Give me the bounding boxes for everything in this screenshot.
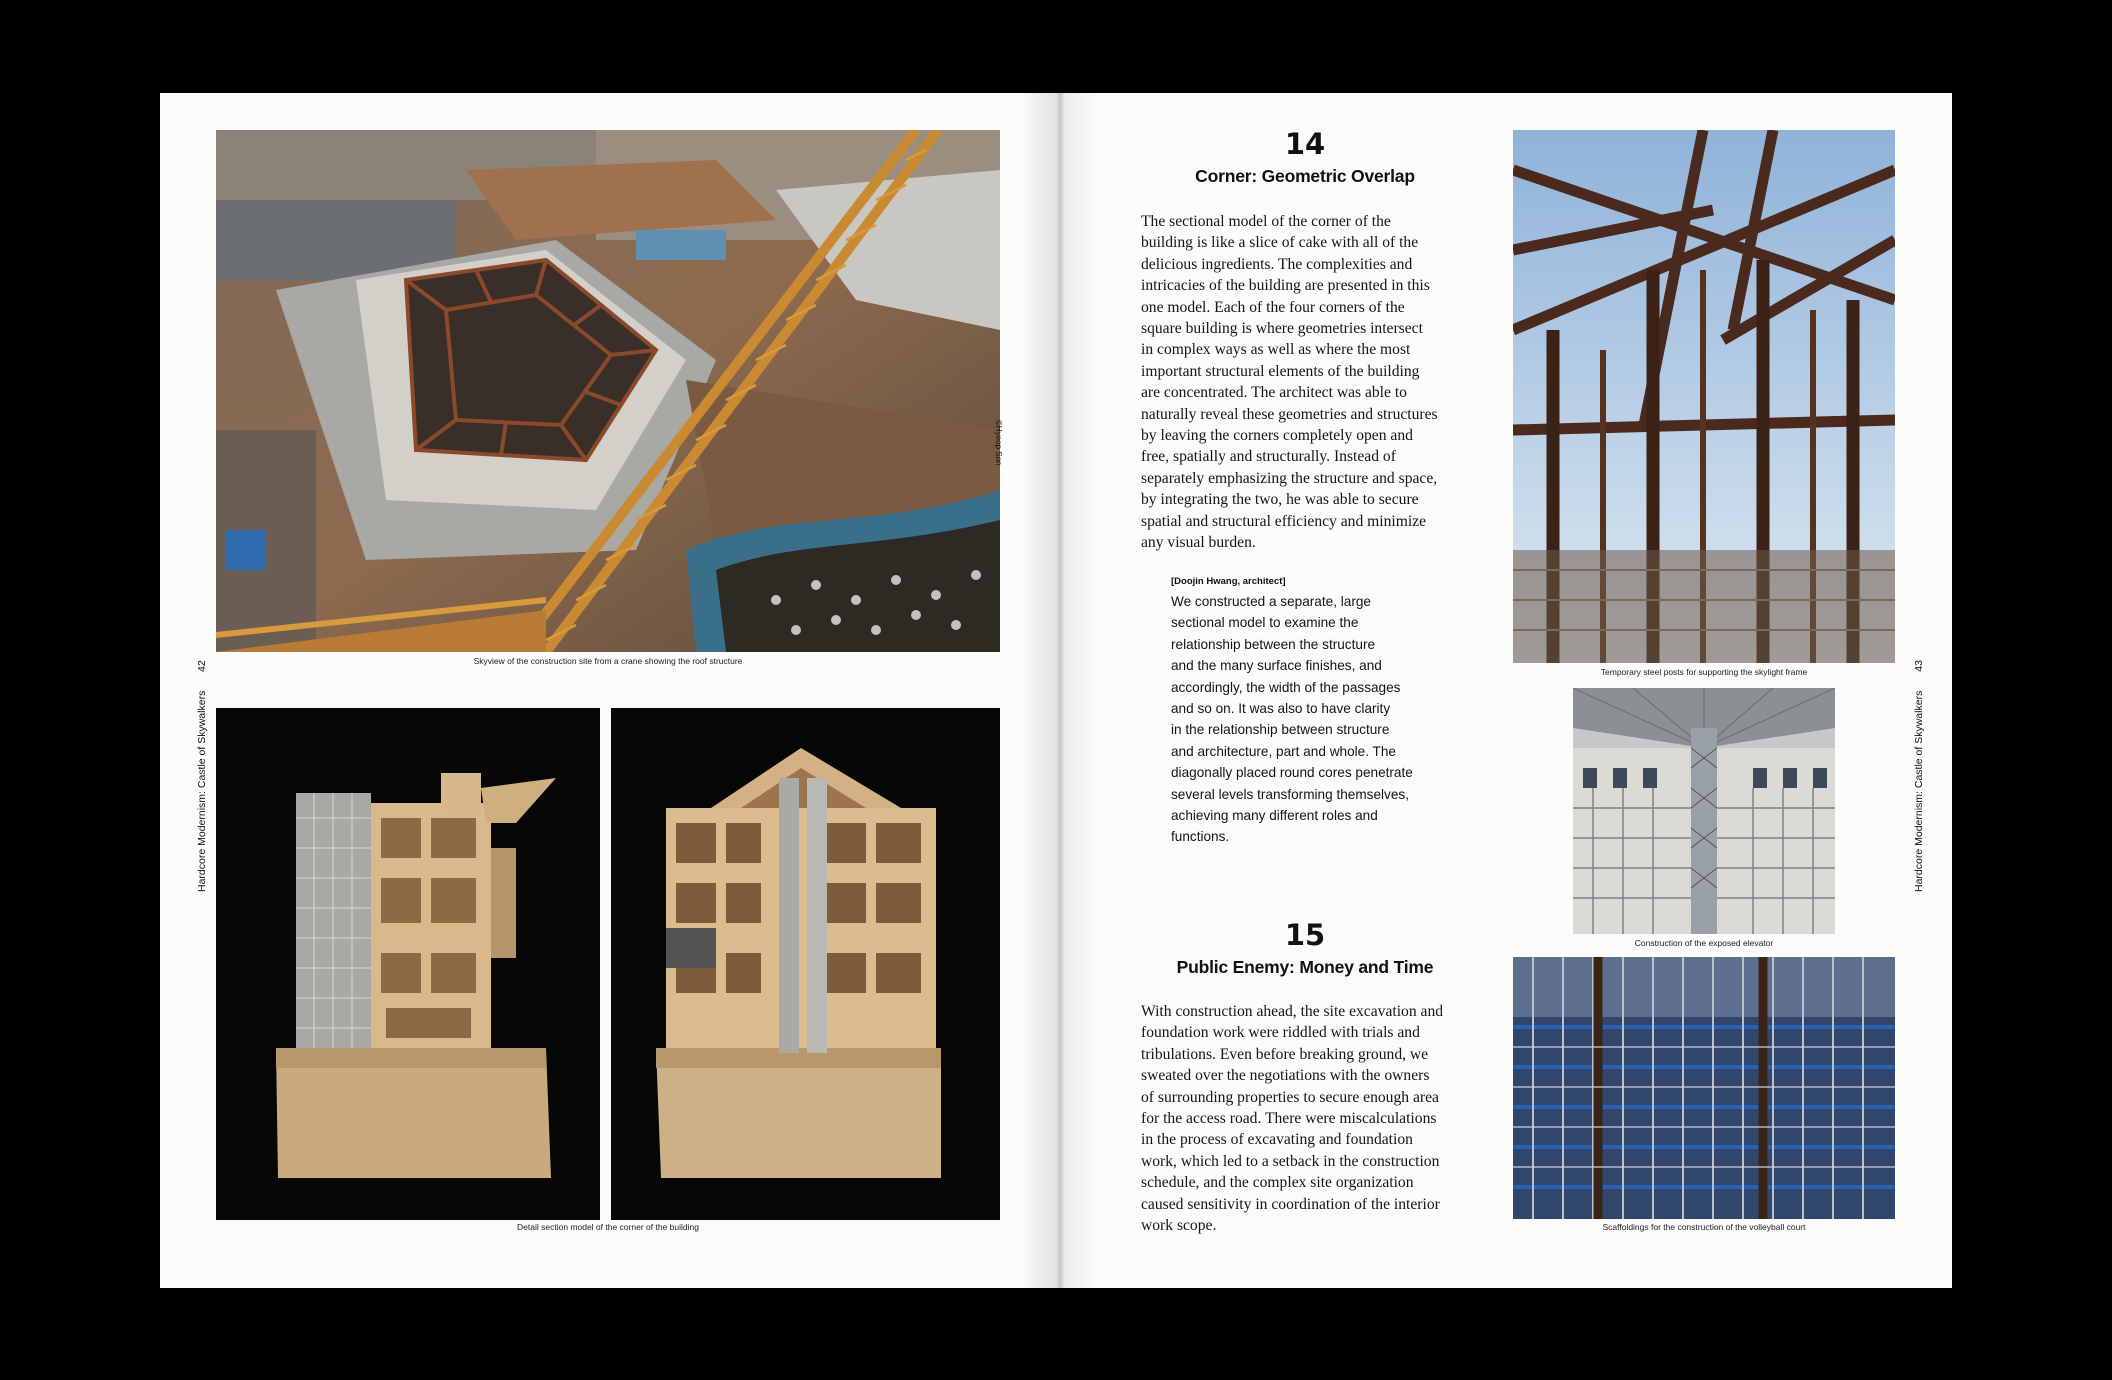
body-line: intricacies of the building are presented in this: [1141, 277, 1430, 295]
aerial-construction-photo: [216, 130, 1000, 652]
section-14-body: [1141, 211, 1471, 554]
quote-line: and the many surface finishes, and: [1171, 658, 1382, 674]
body-line: in the process of excavating and foundation: [1141, 1131, 1413, 1149]
body-line: delicious ingredients. The complexities and: [1141, 255, 1413, 273]
body-line: schedule, and the complex site organization: [1141, 1174, 1414, 1192]
elevator-photo: [1573, 688, 1835, 934]
body-line: any visual burden.: [1141, 534, 1256, 552]
body-line: foundation work were riddled with trials and: [1141, 1024, 1420, 1042]
steel-posts-photo: [1513, 130, 1895, 663]
quote-line: sectional model to examine the: [1171, 615, 1359, 631]
section-model-photo-right: [611, 708, 1000, 1220]
section-15-title: Public Enemy: Money and Time: [1176, 957, 1434, 977]
section-model-caption: Detail section model of the corner of the building: [517, 1222, 699, 1232]
elevator-caption: Construction of the exposed elevator: [1634, 938, 1774, 948]
quote-line: relationship between the structure: [1171, 636, 1376, 652]
body-line: square building is where geometries intersect: [1141, 320, 1423, 338]
body-line: free, spatially and structurally. Instead of: [1141, 448, 1396, 466]
section-model-photo-left: [216, 708, 600, 1220]
body-line: naturally reveal these geometries and structures: [1141, 405, 1438, 423]
quote-line: and so on. It was also to have clarity: [1171, 701, 1391, 717]
body-line: work scope.: [1141, 1217, 1217, 1235]
body-line: are concentrated. The architect was able to: [1141, 384, 1407, 402]
body-line: building is like a slice of cake with all of the: [1141, 234, 1419, 252]
left-running-head: Hardcore Modernism: Castle of Skywalkers: [196, 690, 208, 892]
right-page-number: 43: [1913, 660, 1925, 672]
body-line: of surrounding properties to secure enough area: [1141, 1088, 1439, 1106]
aerial-photo-caption: Skyview of the construction site from a crane showing the roof structure: [473, 656, 743, 666]
quote-line: diagonally placed round cores penetrate: [1171, 765, 1413, 781]
body-line: sweated over the negotiations with the owners: [1141, 1067, 1430, 1085]
body-line: in complex ways as well as where the most: [1141, 341, 1411, 359]
body-line: by integrating the two, he was able to secure: [1141, 491, 1419, 509]
body-line: important structural elements of the building: [1141, 362, 1420, 380]
scaffolding-caption: Scaffoldings for the construction of the volleyball court: [1602, 1222, 1806, 1232]
quote-line: We constructed a separate, large: [1171, 594, 1371, 609]
quote-attribution: [Doojin Hwang, architect]: [1171, 576, 1286, 587]
quote-line: achieving many different roles and: [1171, 808, 1378, 824]
quote-line: accordingly, the width of the passages: [1171, 679, 1401, 695]
quote-line: in the relationship between structure: [1171, 722, 1390, 738]
book-gutter: [1020, 93, 1100, 1288]
right-running-head: Hardcore Modernism: Castle of Skywalkers: [1913, 690, 1925, 892]
body-line: work, which led to a setback in the construction: [1141, 1152, 1440, 1170]
architect-quote: [1171, 591, 1471, 848]
body-line: by leaving the corners completely open and: [1141, 427, 1413, 445]
section-15-body: [1141, 1001, 1471, 1236]
scaffolding-photo: [1513, 957, 1895, 1219]
body-line: With construction ahead, the site excavation and: [1141, 1003, 1444, 1020]
section-15-number: 15: [1284, 918, 1326, 952]
body-line: spatial and structural efficiency and minimize: [1141, 512, 1427, 530]
left-page-number: 42: [196, 660, 208, 672]
body-line: one model. Each of the four corners of the: [1141, 298, 1405, 316]
quote-line: several levels transforming themselves,: [1171, 786, 1409, 802]
quote-line: functions.: [1171, 829, 1230, 845]
body-line: tribulations. Even before breaking ground, we: [1141, 1045, 1429, 1063]
body-line: caused sensitivity in coordination of the interior: [1141, 1195, 1440, 1213]
section-14-title: Corner: Geometric Overlap: [1195, 166, 1415, 186]
body-line: for the access road. There were miscalculations: [1141, 1110, 1437, 1128]
steel-posts-caption: Temporary steel posts for supporting the skylight frame: [1600, 667, 1808, 677]
body-line: separately emphasizing the structure and space,: [1141, 469, 1438, 487]
quote-line: and architecture, part and whole. The: [1171, 743, 1396, 759]
section-14-number: 14: [1284, 127, 1326, 161]
body-line: The sectional model of the corner of the: [1141, 213, 1391, 230]
photo-credit: ©Hyeop Son: [994, 420, 1003, 466]
